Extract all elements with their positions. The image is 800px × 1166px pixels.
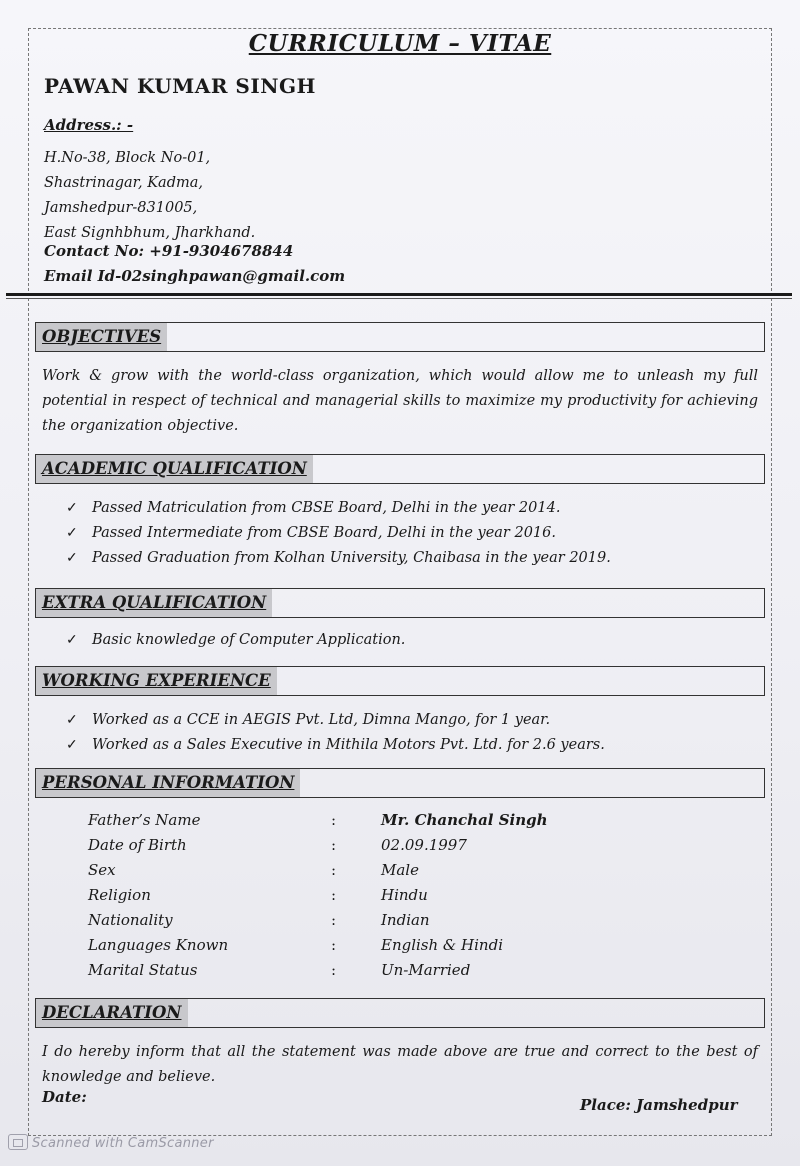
experience-list bbox=[66, 708, 756, 758]
camscanner-icon bbox=[8, 1134, 28, 1150]
section-personal bbox=[35, 768, 765, 798]
extra-list bbox=[66, 628, 756, 653]
list-item: ✓ Worked as a CCE in AEGIS Pvt. Ltd, Dimna Mango, for 1 year. bbox=[66, 708, 756, 733]
info-row: Sex : Male bbox=[88, 861, 419, 879]
personal-info-table bbox=[88, 808, 688, 983]
check-icon: ✓ bbox=[66, 632, 78, 648]
address-block bbox=[44, 146, 255, 246]
info-row: Languages Known : English & Hindi bbox=[88, 936, 503, 954]
list-item: ✓ Worked as a Sales Executive in Mithila Motors Pvt. Ltd. for 2.6 years. bbox=[66, 733, 756, 758]
candidate-name: PAWAN KUMAR SINGH bbox=[44, 74, 316, 98]
header-divider-thin bbox=[6, 298, 792, 299]
check-icon: ✓ bbox=[66, 550, 78, 566]
objectives-text: Work & grow with the world-class organization, which would allow me to unleash my full potential in respect of technical and managerial skills to maximize my productivity for achieving the organization objective. bbox=[42, 368, 758, 434]
info-row: Father’s Name : Mr. Chanchal Singh bbox=[88, 811, 548, 829]
address-line: East Signhbhum, Jharkhand. bbox=[44, 225, 256, 241]
info-row: Date of Birth : 02.09.1997 bbox=[88, 836, 467, 854]
document-title: CURRICULUM – VITAE bbox=[248, 30, 552, 57]
scanner-watermark: Scanned with CamScanner bbox=[8, 1134, 214, 1151]
address-line: Jamshedpur-831005, bbox=[44, 200, 198, 216]
section-heading: WORKING EXPERIENCE bbox=[36, 667, 277, 695]
check-icon: ✓ bbox=[66, 712, 78, 728]
section-declaration bbox=[35, 998, 765, 1028]
section-heading: OBJECTIVES bbox=[36, 323, 167, 351]
section-experience bbox=[35, 666, 765, 696]
list-item: ✓ Passed Matriculation from CBSE Board, Delhi in the year 2014. bbox=[66, 496, 756, 521]
info-row: Religion : Hindu bbox=[88, 886, 428, 904]
section-objectives bbox=[35, 322, 765, 352]
date-label: Date: bbox=[42, 1088, 87, 1106]
section-heading: ACADEMIC QUALIFICATION bbox=[36, 455, 313, 483]
check-icon: ✓ bbox=[66, 525, 78, 541]
address-line: Shastrinagar, Kadma, bbox=[44, 175, 203, 191]
check-icon: ✓ bbox=[66, 737, 78, 753]
section-heading: PERSONAL INFORMATION bbox=[36, 769, 300, 797]
list-item: ✓ Basic knowledge of Computer Application. bbox=[66, 628, 756, 653]
contact-number: Contact No: +91-9304678844 bbox=[44, 242, 294, 260]
list-item: ✓ Passed Intermediate from CBSE Board, Delhi in the year 2016. bbox=[66, 521, 756, 546]
info-row: Marital Status : Un-Married bbox=[88, 961, 471, 979]
header-divider bbox=[6, 293, 792, 296]
section-academic bbox=[35, 454, 765, 484]
place-label: Place: Jamshedpur bbox=[580, 1096, 738, 1114]
section-heading: EXTRA QUALIFICATION bbox=[36, 589, 272, 617]
academic-list bbox=[66, 496, 756, 571]
list-item: ✓ Passed Graduation from Kolhan University, Chaibasa in the year 2019. bbox=[66, 546, 756, 571]
declaration-text: I do hereby inform that all the statement was made above are true and correct to the best of knowledge and believe. bbox=[42, 1044, 758, 1085]
section-extra bbox=[35, 588, 765, 618]
address-line: H.No-38, Block No-01, bbox=[44, 150, 211, 166]
section-heading: DECLARATION bbox=[36, 999, 188, 1027]
address-label: Address.: - bbox=[44, 116, 134, 134]
check-icon: ✓ bbox=[66, 500, 78, 516]
info-row: Nationality : Indian bbox=[88, 911, 430, 929]
email-address: Email Id-02singhpawan@gmail.com bbox=[44, 267, 346, 285]
